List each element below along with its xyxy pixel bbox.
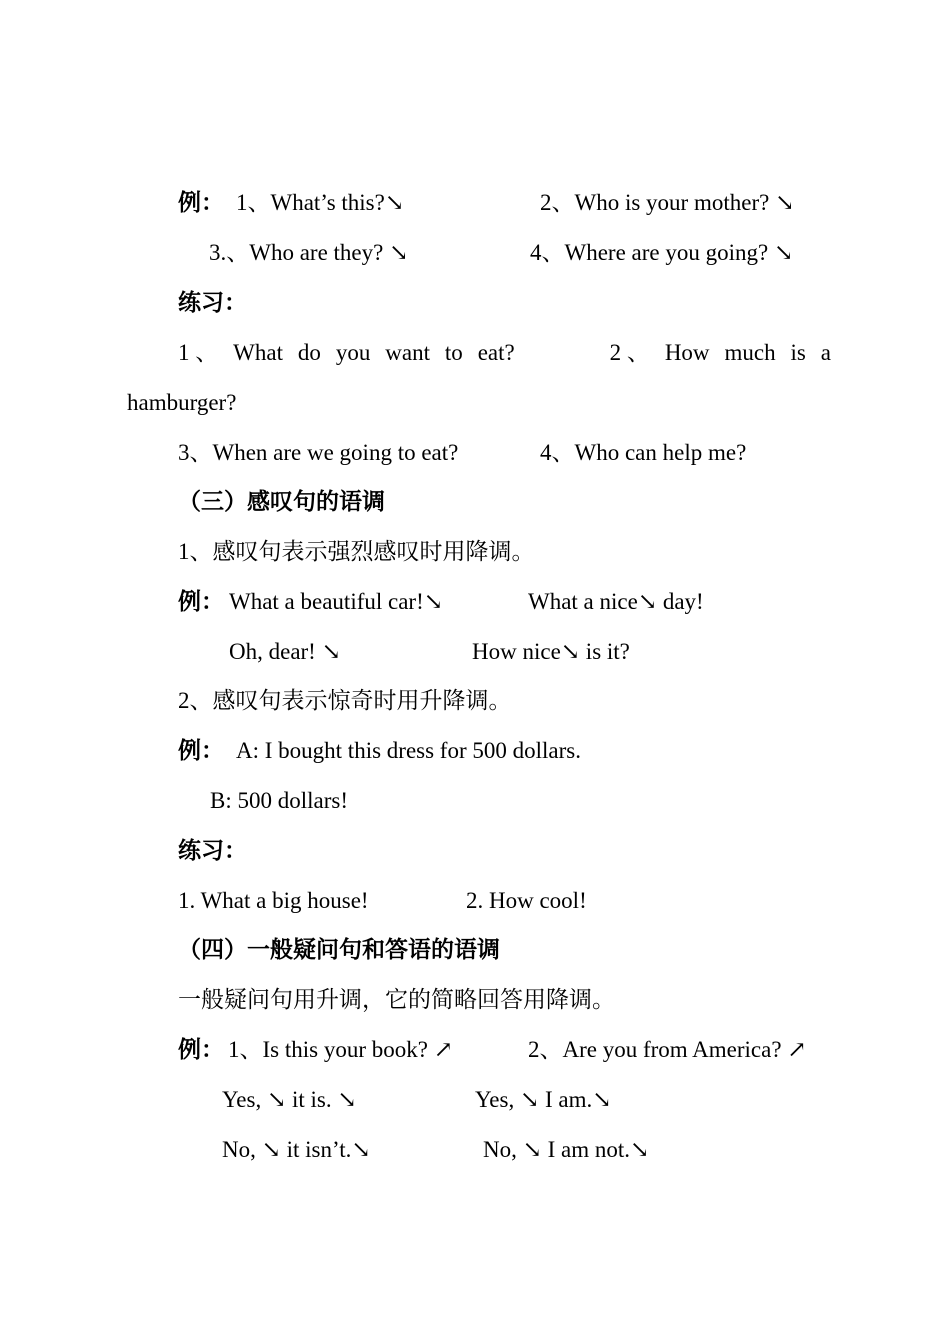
practice-row-1 (178, 338, 831, 368)
practice-item-3: 3、When are we going to eat? (178, 440, 459, 465)
section-3-rule-2: 2、感叹句表示惊奇时用升降调。 (178, 688, 512, 713)
section-3-example-label: 例： (178, 589, 224, 614)
section-3-example-item-2: What a nice↘ day! (528, 589, 704, 614)
practice-word: do (297, 340, 321, 365)
practice-word: 2 、 (609, 340, 650, 365)
answer-no-1: No, ↘ it isn’t.↘ (222, 1137, 371, 1162)
section-3-example-2-label: 例： (178, 738, 224, 763)
section-3-example-item-4: How nice↘ is it? (472, 639, 630, 664)
section-3-heading: （三）感叹句的语调 (178, 489, 385, 514)
dialogue-line-b: B: 500 dollars! (210, 788, 348, 813)
section-4-example-item-1: 1、Is this your book? ↗ (228, 1037, 453, 1062)
example-row-1 (178, 188, 224, 218)
example-label: 例： (178, 190, 224, 215)
practice-word: much (724, 340, 776, 365)
practice-heading: 练习： (178, 290, 247, 315)
section-4-rule: 一般疑问句用升调，它的简略回答用降调。 (178, 987, 615, 1012)
practice-word: want (385, 340, 430, 365)
section-3-practice-item-2: 2. How cool! (466, 888, 587, 913)
practice-item-4: 4、Who can help me? (540, 440, 747, 465)
practice-word: you (335, 340, 371, 365)
section-3-practice-item-1: 1. What a big house! (178, 888, 369, 913)
answer-no-2: No, ↘ I am not.↘ (483, 1137, 650, 1162)
example-item-1: 1、What’s this?↘ (236, 190, 405, 215)
section-3-practice-heading: 练习： (178, 838, 247, 863)
practice-word: a (820, 340, 831, 365)
practice-word: 1 、 (178, 340, 219, 365)
practice-word: to (444, 340, 463, 365)
example-item-4: 4、Where are you going? ↘ (530, 240, 794, 265)
answer-yes-2: Yes, ↘ I am.↘ (475, 1087, 612, 1112)
practice-word: is (790, 340, 806, 365)
dialogue-line-a: A: I bought this dress for 500 dollars. (236, 738, 581, 763)
example-item-2: 2、Who is your mother? ↘ (540, 190, 795, 215)
practice-word: What (233, 340, 283, 365)
example-item-3: 3.、Who are they? ↘ (209, 240, 409, 265)
practice-word: How (664, 340, 710, 365)
answer-yes-1: Yes, ↘ it is. ↘ (222, 1087, 357, 1112)
section-4-example-label: 例： (178, 1037, 224, 1062)
section-3-example-item-1: What a beautiful car!↘ (229, 589, 444, 614)
section-3-rule-1: 1、感叹句表示强烈感叹时用降调。 (178, 539, 535, 564)
section-4-example-item-2: 2、Are you from America? ↗ (528, 1037, 807, 1062)
section-4-heading: （四）一般疑问句和答语的语调 (178, 937, 500, 962)
practice-row-1-continued: hamburger? (127, 390, 237, 415)
section-3-example-item-3: Oh, dear! ↘ (229, 639, 341, 664)
practice-word: eat? (477, 340, 515, 365)
